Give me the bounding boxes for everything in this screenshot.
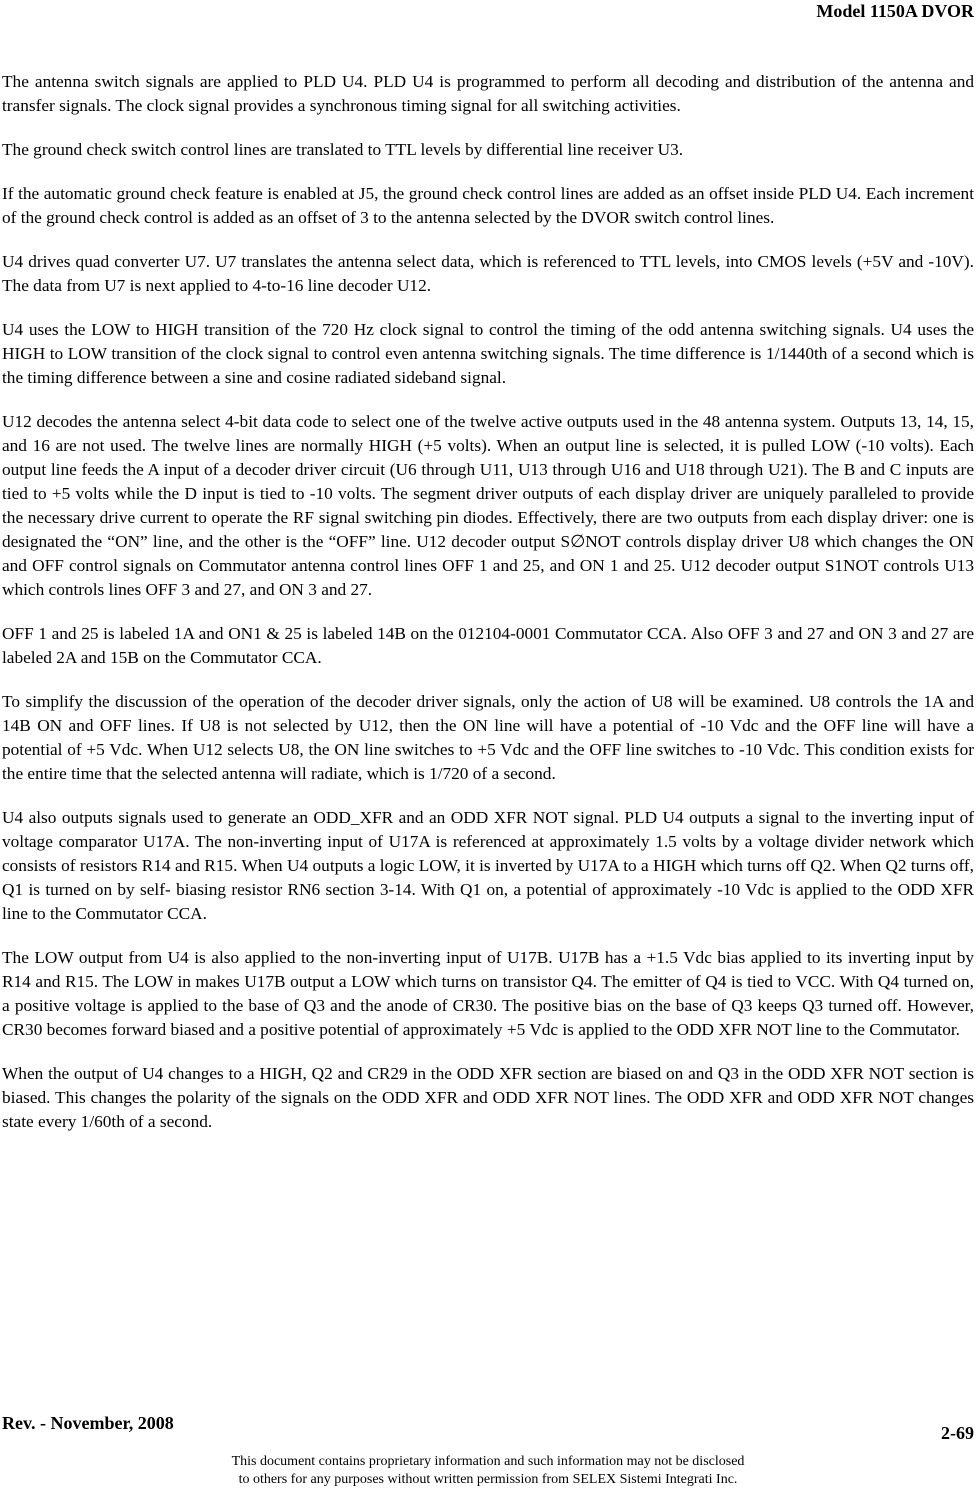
paragraph: The antenna switch signals are applied to PLD U4. PLD U4 is programmed to perform all decoding and distribution of the antenna and transfer signals. The clock signal provides a synchronous timing signal for all switching activities. xyxy=(2,72,974,115)
footer-revision: Rev. - November, 2008 xyxy=(2,1413,174,1433)
paragraph: When the output of U4 changes to a HIGH, Q2 and CR29 in the ODD XFR section are biased on and Q3 in the ODD XFR NOT section is biased. This changes the polarity of the signals on the ODD XFR and ODD XFR NOT lines. The ODD XFR and ODD XFR NOT changes state every 1/60th of a second. xyxy=(2,1064,974,1131)
document-body xyxy=(2,70,974,1154)
page-header-title: Model 1150A DVOR xyxy=(816,1,974,21)
paragraph: U4 drives quad converter U7. U7 translates the antenna select data, which is referenced to TTL levels, into CMOS levels (+5V and -10V). The data from U7 is next applied to 4-to-16 line decoder U12. xyxy=(2,252,974,295)
paragraph: U12 decodes the antenna select 4-bit data code to select one of the twelve active outputs used in the 48 antenna system. Outputs 13, 14, 15, and 16 are not used. The twelve lines are normally HIGH (+5 volts). When an output line is selected, it is pulled LOW (-10 volts). Each output line feeds the A input of a decoder driver circuit (U6 through U11, U13 through U16 and U18 through U21). The B and C inputs are tied to +5 volts while the D input is tied to -10 volts. The segment driver outputs of each display driver are uniquely paralleled to provide the necessary drive current to operate the RF signal switching pin diodes. Effectively, there are two outputs from each display driver: one is designated the “ON” line, and the other is the “OFF” line. U12 decoder output S∅NOT controls display driver U8 which changes the ON and OFF control signals on Commutator antenna control lines OFF 1 and 25, and ON 1 and 25. U12 decoder output S1NOT controls U13 which controls lines OFF 3 and 27, and ON 3 and 27. xyxy=(2,412,974,599)
paragraph: To simplify the discussion of the operation of the decoder driver signals, only the action of U8 will be examined. U8 controls the 1A and 14B ON and OFF lines. If U8 is not selected by U12, then the ON line will have a potential of -10 Vdc and the OFF line will have a potential of +5 Vdc. When U12 selects U8, the ON line switches to +5 Vdc and the OFF line switches to -10 Vdc. This condition exists for the entire time that the selected antenna will radiate, which is 1/720 of a second. xyxy=(2,692,974,783)
proprietary-notice xyxy=(0,1453,976,1489)
paragraph: OFF 1 and 25 is labeled 1A and ON1 & 25 is labeled 14B on the 012104-0001 Commutator CCA. Also OFF 3 and 27 and ON 3 and 27 are labeled 2A and 15B on the Commutator CCA. xyxy=(2,624,974,667)
paragraph: U4 uses the LOW to HIGH transition of the 720 Hz clock signal to control the timing of the odd antenna switching signals. U4 uses the HIGH to LOW transition of the clock signal to control even antenna switching signals. The time difference is 1/1440th of a second which is the timing difference between a sine and cosine radiated sideband signal. xyxy=(2,320,974,387)
notice-line-2: to others for any purposes without written permission from SELEX Sistemi Integrati Inc. xyxy=(238,1472,738,1487)
notice-line-1: This document contains proprietary information and such information may not be disclosed xyxy=(231,1454,745,1469)
footer-page-number: 2-69 xyxy=(941,1423,974,1443)
paragraph: If the automatic ground check feature is enabled at J5, the ground check control lines are added as an offset inside PLD U4. Each increment of the ground check control is added as an offset of 3 to the antenna selected by the DVOR switch control lines. xyxy=(2,184,974,227)
paragraph: The ground check switch control lines are translated to TTL levels by differential line receiver U3. xyxy=(2,140,684,159)
paragraph: U4 also outputs signals used to generate an ODD_XFR and an ODD XFR NOT signal. PLD U4 outputs a signal to the inverting input of voltage comparator U17A. The non-inverting input of U17A is referenced at approximately 1.5 volts by a voltage divider network which consists of resistors R14 and R15. When U4 outputs a logic LOW, it is inverted by U17A to a HIGH which turns off Q2. When Q2 turns off, Q1 is turned on by self- biasing resistor RN6 section 3-14. With Q1 on, a potential of approximately -10 Vdc is applied to the ODD XFR line to the Commutator CCA. xyxy=(2,808,974,923)
paragraph: The LOW output from U4 is also applied to the non-inverting input of U17B. U17B has a +1.5 Vdc bias applied to its inverting input by R14 and R15. The LOW in makes U17B output a LOW which turns on transistor Q4. The emitter of Q4 is tied to VCC. With Q4 turned on, a positive voltage is applied to the base of Q3 and the anode of CR30. The positive bias on the base of Q3 keeps Q3 turned off. However, CR30 becomes forward biased and a positive potential of approximately +5 Vdc is applied to the ODD XFR NOT line to the Commutator. xyxy=(2,948,974,1039)
